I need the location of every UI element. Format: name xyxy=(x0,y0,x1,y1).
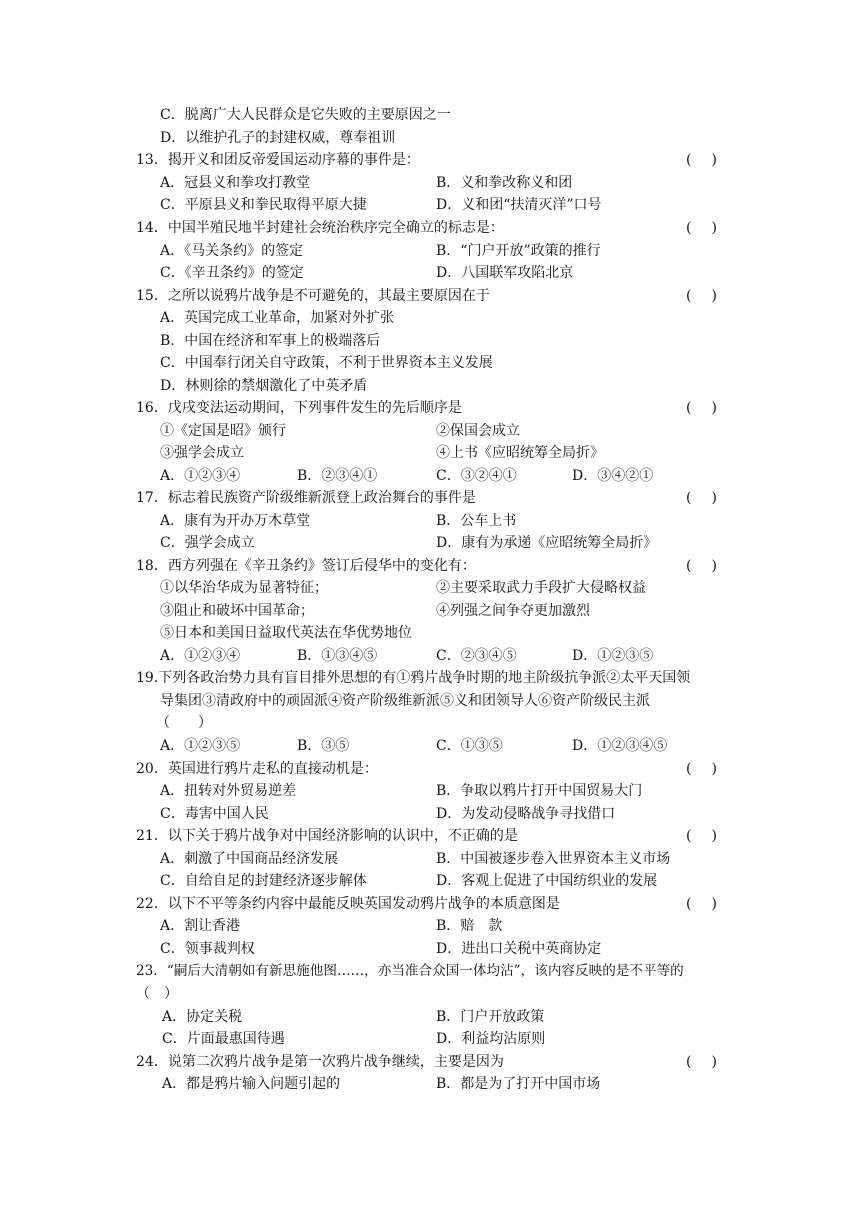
q18-item-2: ②主要采取武力手段扩大侵略权益 xyxy=(436,580,646,596)
q20-answer-paren: () xyxy=(686,761,737,777)
q24-answer-paren: () xyxy=(686,1054,737,1070)
q22-option-d: D．进出口关税中英商协定 xyxy=(436,941,602,957)
q17-stem: 17．标志着民族资产阶级维新派登上政治舞台的事件是 xyxy=(136,490,476,506)
q20-option-a: A．扭转对外贸易逆差 xyxy=(160,783,297,799)
q15-option-d: D．林则徐的禁烟激化了中英矛盾 xyxy=(160,378,368,394)
q12-option-d: D．以维护孔子的封建权威，尊奉祖训 xyxy=(160,130,396,146)
q13-stem: 13．揭开义和团反帝爱国运动序幕的事件是： xyxy=(136,152,420,168)
q16-option-c: C．③②④① xyxy=(436,468,517,484)
q13-option-c: C．平原县义和拳民取得平原大捷 xyxy=(160,197,367,213)
q21-answer-paren: () xyxy=(686,828,737,844)
q16-stem: 16．戊戌变法运动期间，下列事件发生的先后顺序是 xyxy=(136,400,462,416)
q16-option-a: A．①②③④ xyxy=(160,468,241,484)
q16-option-d: D．③④②① xyxy=(572,468,654,484)
q19-option-c: C．①③⑤ xyxy=(436,738,503,754)
q23-option-a: A．协定关税 xyxy=(162,1009,243,1025)
q13-option-b: B．义和拳改称义和团 xyxy=(436,175,573,191)
q18-answer-paren: () xyxy=(686,558,737,574)
q18-option-c: C．②③④⑤ xyxy=(436,648,517,664)
q17-option-c: C．强学会成立 xyxy=(160,535,255,551)
q16-option-b: B．②③④① xyxy=(297,468,378,484)
q15-option-a: A．英国完成工业革命，加紧对外扩张 xyxy=(160,310,395,326)
q18-stem: 18．西方列强在《辛丑条约》签订后侵华中的变化有： xyxy=(136,558,476,574)
q21-stem: 21．以下关于鸦片战争对中国经济影响的认识中，不正确的是 xyxy=(136,828,518,844)
q23-answer-paren: （ ） xyxy=(136,986,178,1002)
q16-item-1: ①《定国是昭》颁行 xyxy=(160,423,286,439)
q18-item-3: ③阻止和破坏中国革命； xyxy=(160,603,314,619)
q20-option-b: B．争取以鸦片打开中国贸易大门 xyxy=(436,783,643,799)
q17-option-d: D．康有为承递《应昭统筹全局折》 xyxy=(436,535,658,551)
q22-answer-paren: () xyxy=(686,896,737,912)
q13-option-d: D．义和团“扶清灭洋”口号 xyxy=(436,197,602,213)
q15-answer-paren: () xyxy=(686,288,737,304)
q18-item-4: ④列强之间争夺更加激烈 xyxy=(436,603,590,619)
q17-answer-paren: () xyxy=(686,490,737,506)
q19-stem-line2: 导集团③清政府中的顽固派④资产阶级维新派⑤义和团领导人⑥资产阶级民主派 xyxy=(160,693,650,709)
q23-option-d: D．利益均沾原则 xyxy=(436,1031,546,1047)
q12-option-c: C．脱离广大人民群众是它失败的主要原因之一 xyxy=(160,107,451,123)
q16-item-3: ③强学会成立 xyxy=(160,445,244,461)
q21-option-b: B．中国被逐步卷入世界资本主义市场 xyxy=(436,851,671,867)
q22-stem: 22．以下不平等条约内容中最能反映英国发动鸦片战争的本质意图是 xyxy=(136,896,560,912)
q13-option-a: A．冠县义和拳攻打教堂 xyxy=(160,175,311,191)
q14-option-b: B．“门户开放”政策的推行 xyxy=(436,243,601,259)
q14-stem: 14．中国半殖民地半封建社会统治秩序完全确立的标志是： xyxy=(136,220,504,236)
q16-item-2: ②保国会成立 xyxy=(436,423,520,439)
q16-answer-paren: () xyxy=(686,400,737,416)
q23-stem-line1: 23．“嗣后大清朝如有新思施他图……，亦当准合众国一体均沾”，该内容反映的是不平等的 xyxy=(136,963,684,979)
q13-answer-paren: () xyxy=(686,152,737,168)
q22-option-c: C．领事裁判权 xyxy=(160,941,255,957)
q23-option-b: B．门户开放政策 xyxy=(436,1009,545,1025)
q18-option-a: A．①②③④ xyxy=(160,648,241,664)
q21-option-d: D．客观上促进了中国纺织业的发展 xyxy=(436,873,658,889)
q14-answer-paren: () xyxy=(686,220,737,236)
q19-stem-line1: 19.下列各政治势力具有盲目排外思想的有①鸦片战争时期的地主阶级抗争派②太平天国领 xyxy=(136,670,691,686)
q24-option-b: B．都是为了打开中国市场 xyxy=(436,1076,601,1092)
q14-option-a: A．《马关条约》的签定 xyxy=(160,243,304,259)
q23-option-c: C．片面最惠国待遇 xyxy=(162,1031,285,1047)
q24-stem: 24．说第二次鸦片战争是第一次鸦片战争继续，主要是因为 xyxy=(136,1054,504,1070)
q19-option-a: A．①②③⑤ xyxy=(160,738,241,754)
q18-option-d: D．①②③⑤ xyxy=(572,648,654,664)
q18-item-5: ⑤日本和美国日益取代英法在华优势地位 xyxy=(160,625,412,641)
q15-option-b: B．中国在经济和军事上的极端落后 xyxy=(160,333,381,349)
q15-stem: 15．之所以说鸦片战争是不可避免的，其最主要原因在于 xyxy=(136,288,490,304)
q17-option-a: A．康有为开办万木草堂 xyxy=(160,513,311,529)
q18-option-b: B．①③④⑤ xyxy=(297,648,378,664)
q22-option-a: A．割让香港 xyxy=(160,918,241,934)
q18-item-1: ①以华治华成为显著特征； xyxy=(160,580,328,596)
q19-answer-paren: （ ） xyxy=(156,715,212,731)
q17-option-b: B．公车上书 xyxy=(436,513,517,529)
q19-option-b: B．③⑤ xyxy=(297,738,350,754)
q20-option-d: D．为发动侵略战争寻找借口 xyxy=(436,806,616,822)
q19-option-d: D．①②③④⑤ xyxy=(572,738,668,754)
q14-option-d: D．八国联军攻陷北京 xyxy=(436,265,574,281)
q20-option-c: C．毒害中国人民 xyxy=(160,806,269,822)
q16-item-4: ④上书《应昭统筹全局折》 xyxy=(436,445,604,461)
q15-option-c: C．中国奉行闭关自守政策，不利于世界资本主义发展 xyxy=(160,355,493,371)
q24-option-a: A．都是鸦片输入问题引起的 xyxy=(162,1076,341,1092)
q22-option-b: B．赔 款 xyxy=(436,918,503,934)
q14-option-c: C．《辛丑条约》的签定 xyxy=(160,265,304,281)
q20-stem: 20．英国进行鸦片走私的直接动机是： xyxy=(136,761,378,777)
q21-option-a: A．刺激了中国商品经济发展 xyxy=(160,851,339,867)
q21-option-c: C．自给自足的封建经济逐步解体 xyxy=(160,873,367,889)
